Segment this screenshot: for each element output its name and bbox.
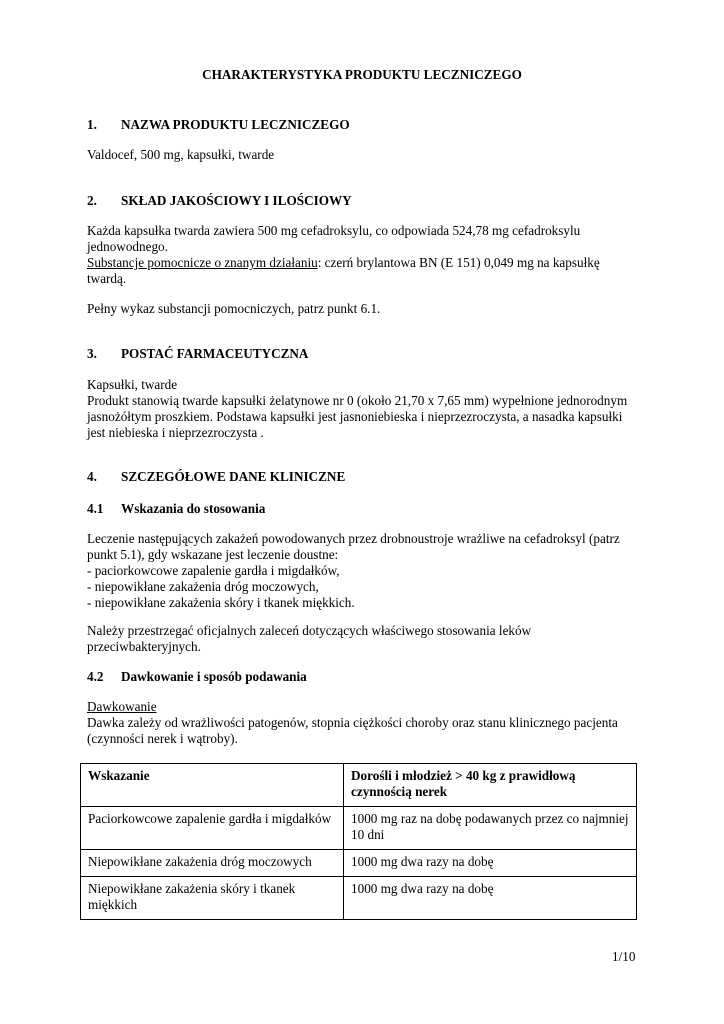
guideline-note-line-1: Należy przestrzegać oficjalnych zaleceń dotyczących właściwego stosowania leków xyxy=(87,623,532,638)
section-1-body xyxy=(87,147,647,163)
section-3-title: POSTAĆ FARMACEUTYCZNA xyxy=(121,346,309,361)
subsection-4-2-heading xyxy=(87,669,307,685)
table-cell: 1000 mg dwa razy na dobę xyxy=(344,850,637,877)
table-cell: 1000 mg dwa razy na dobę xyxy=(344,877,637,920)
table-row xyxy=(81,807,637,850)
form-line-3: jasnożółtym proszkiem. Podstawa kapsułki jest jasnoniebieska i nieprzezroczysta, a nasadka kapsułki xyxy=(87,409,623,424)
dosage-table xyxy=(80,763,637,920)
table-row xyxy=(81,850,637,877)
full-excipient-list-text: Pełny wykaz substancji pomocniczych, patrz punkt 6.1. xyxy=(87,301,381,316)
subsection-4-2-title: Dawkowanie i sposób podawania xyxy=(121,669,307,684)
dosage-label: Dawkowanie xyxy=(87,699,157,714)
table-row xyxy=(81,877,637,920)
section-2-title: SKŁAD JAKOŚCIOWY I ILOŚCIOWY xyxy=(121,193,352,208)
subsection-4-2-body xyxy=(87,699,647,747)
product-name-text: Valdocef, 500 mg, kapsułki, twarde xyxy=(87,147,275,162)
indication-bullet-2: - niepowikłane zakażenia dróg moczowych, xyxy=(87,579,319,594)
subsection-4-2-number: 4.2 xyxy=(87,669,104,684)
subsection-4-1-note xyxy=(87,623,647,655)
table-cell: 1000 mg raz na dobę podawanych przez co najmniej 10 dni xyxy=(344,807,637,850)
composition-line-2: jednowodnego. xyxy=(87,239,168,254)
section-2-heading xyxy=(87,193,352,209)
section-4-title: SZCZEGÓŁOWE DANE KLINICZNE xyxy=(121,469,346,484)
indication-bullet-3: - niepowikłane zakażenia skóry i tkanek miękkich. xyxy=(87,595,355,610)
section-1-title: NAZWA PRODUKTU LECZNICZEGO xyxy=(121,117,350,132)
section-2-note xyxy=(87,301,647,317)
table-cell: Niepowikłane zakażenia dróg moczowych xyxy=(81,850,344,877)
table-header-cell: Dorośli i młodzież > 40 kg z prawidłową czynnością nerek xyxy=(344,764,637,807)
excipient-label: Substancje pomocnicze o znanym działaniu xyxy=(87,255,318,270)
form-line-1: Kapsułki, twarde xyxy=(87,377,178,392)
composition-line-1: Każda kapsułka twarda zawiera 500 mg cefadroksylu, co odpowiada 524,78 mg cefadroksylu xyxy=(87,223,581,238)
excipient-line-2: twardą. xyxy=(87,271,127,286)
dosage-line-1: Dawka zależy od wrażliwości patogenów, stopnia ciężkości choroby oraz stanu klinicznego pacjenta xyxy=(87,715,618,730)
subsection-4-1-heading xyxy=(87,501,265,517)
form-line-2: Produkt stanowią twarde kapsułki żelatynowe nr 0 (około 21,70 x 7,65 mm) wypełnione jednorodnym xyxy=(87,393,628,408)
table-header-row xyxy=(81,764,637,807)
form-line-4: jest niebieska i nieprzezroczysta . xyxy=(87,425,264,440)
subsection-4-1-number: 4.1 xyxy=(87,501,104,516)
subsection-4-1-title: Wskazania do stosowania xyxy=(121,501,266,516)
section-1-number: 1. xyxy=(87,117,97,132)
indications-line-2: punkt 5.1), gdy wskazane jest leczenie doustne: xyxy=(87,547,339,562)
guideline-note-line-2: przeciwbakteryjnych. xyxy=(87,639,201,654)
document-title: CHARAKTERYSTYKA PRODUKTU LECZNICZEGO xyxy=(202,67,522,82)
section-1-heading xyxy=(87,117,350,133)
section-4-heading xyxy=(87,469,345,485)
section-3-number: 3. xyxy=(87,346,97,361)
subsection-4-1-body xyxy=(87,531,647,611)
table-header-cell: Wskazanie xyxy=(81,764,344,807)
page-number: 1/10 xyxy=(612,949,636,964)
table-cell: Niepowikłane zakażenia skóry i tkanek miękkich xyxy=(81,877,344,920)
section-2-number: 2. xyxy=(87,193,97,208)
section-2-body xyxy=(87,223,647,287)
section-4-number: 4. xyxy=(87,469,97,484)
section-3-heading xyxy=(87,346,308,362)
indication-bullet-1: - paciorkowcowe zapalenie gardła i migdałków, xyxy=(87,563,340,578)
excipient-line xyxy=(87,255,647,271)
excipient-text: : czerń brylantowa BN (E 151) 0,049 mg na kapsułkę xyxy=(317,255,600,270)
table-cell: Paciorkowcowe zapalenie gardła i migdałków xyxy=(81,807,344,850)
indications-line-1: Leczenie następujących zakażeń powodowanych przez drobnoustroje wrażliwe na cefadroksyl (patrz xyxy=(87,531,620,546)
dosage-line-2: (czynności nerek i wątroby). xyxy=(87,731,238,746)
section-3-body xyxy=(87,377,647,441)
